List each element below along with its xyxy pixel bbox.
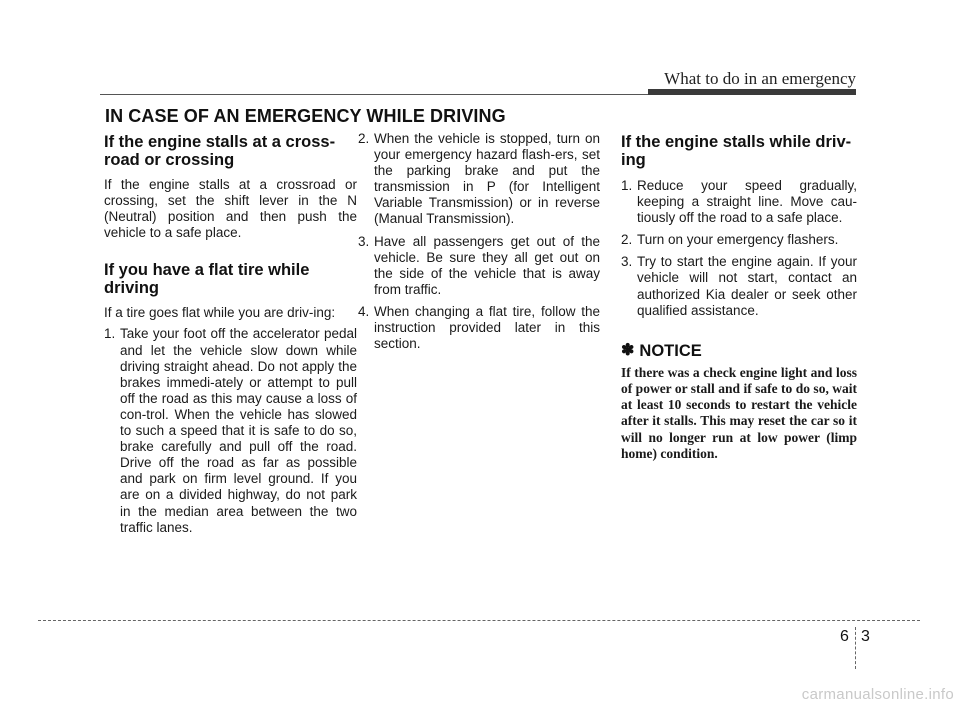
heading-flat-tire (104, 261, 357, 297)
list-item-text: Take your foot off the accelerator pedal and let the vehicle slow down while driving straight ahead. Do not apply the brakes immedi-ately or attempt to pull off the road as this may cause a loss of con-trol. When the vehicle has slowed to such a speed that it is safe to do so, brake carefully and pull off the road. Drive off the road as far as possible and park on firm level ground. If you are on a divided highway, do not park in the median area between the two traffic lanes. (120, 326, 357, 535)
watermark: carmanualsonline.info (801, 686, 954, 703)
list-item-number: 1. (104, 326, 116, 342)
running-header-title: What to do in an emergency (664, 69, 856, 88)
list-item (621, 254, 857, 318)
heading-line: If you have a flat tire while (104, 261, 310, 280)
list-item-number: 1. (621, 178, 633, 193)
heading-line: ing (621, 151, 646, 169)
heading-engine-stalls-crossroad (104, 133, 357, 169)
notice-body: If there was a check engine light and loss of power or stall and if safe to do so, wait at least 10 seconds to restart the vehicle after it stalls. This may reset the car so it will no longer run at low power (limp home) condition. (621, 364, 857, 461)
page-number-divider (855, 627, 856, 669)
list-item-text: Reduce your speed gradually, keeping a straight line. Move cau-tiously off the road to a safe place. (637, 178, 857, 226)
notice-title: NOTICE (639, 341, 702, 360)
list-item (358, 234, 600, 298)
stall-steps-list (621, 178, 857, 319)
footer-rule (38, 620, 920, 621)
heading-line: If the engine stalls while driv- (621, 133, 852, 151)
list-item-number: 2. (621, 232, 633, 248)
column-right (621, 131, 857, 462)
list-item-number: 2. (358, 131, 370, 146)
section-title: IN CASE OF AN EMERGENCY WHILE DRIVING (105, 106, 506, 126)
list-item-number: 3. (621, 254, 633, 270)
list-item (621, 178, 857, 226)
list-item-number: 4. (358, 303, 370, 319)
flat-tire-intro: If a tire goes flat while you are driv-ing: (104, 305, 336, 321)
column-left (104, 131, 357, 536)
list-item (104, 326, 357, 535)
header-accent-bar (648, 89, 856, 95)
notice-star-icon: ✽ (621, 341, 635, 359)
heading-engine-stalls-driving (621, 133, 857, 169)
crossroad-paragraph: If the engine stalls at a crossroad or crossing, set the shift lever in the N (Neutral) position and then push the vehicle to a safe place. (104, 177, 357, 241)
list-item-text: Turn on your emergency flashers. (637, 232, 839, 248)
list-item (358, 304, 600, 352)
heading-line: driving (104, 279, 160, 298)
heading-line: road or crossing (104, 151, 235, 169)
list-item-number: 3. (358, 233, 370, 249)
list-item (358, 131, 600, 228)
list-item (621, 232, 857, 248)
heading-line: If the engine stalls at a cross- (104, 133, 336, 151)
list-item-text: Try to start the engine again. If your vehicle will not start, contact an authorized Kia dealer or seek other qualified assistance. (637, 254, 857, 318)
page-number: 3 (861, 628, 870, 645)
chapter-number: 6 (840, 628, 849, 645)
notice-heading (621, 341, 857, 361)
list-item-text: When changing a flat tire, follow the instruction provided later in this section. (374, 303, 600, 352)
column-middle (358, 131, 600, 352)
list-item-text: Have all passengers get out of the vehicle. Be sure they all get out on the side of the vehicle that is away from traffic. (374, 233, 600, 297)
list-item-text: When the vehicle is stopped, turn on your emergency hazard flash-ers, set the parking brake and put the transmission in P (for Intelligent Variable Transmission) or in reverse (Manual Transmission). (374, 131, 600, 227)
